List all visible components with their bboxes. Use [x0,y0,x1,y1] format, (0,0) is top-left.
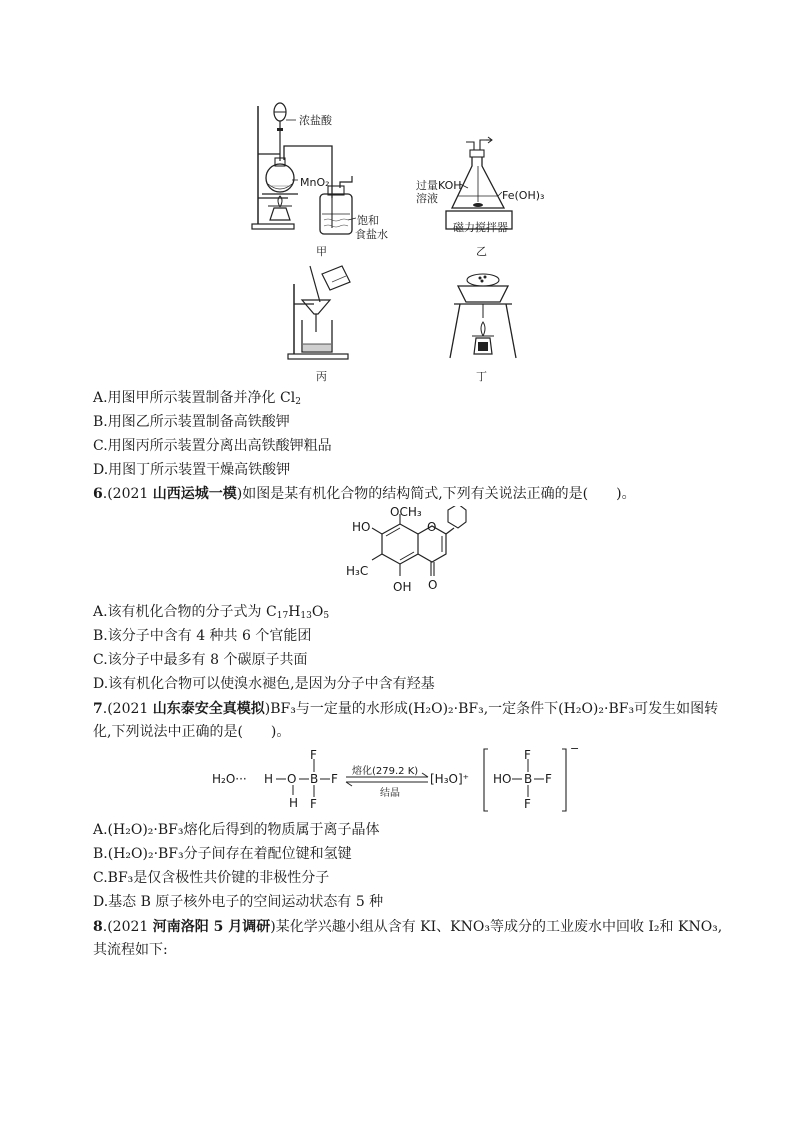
caption-yi: 乙 [476,245,487,258]
label-mno2: MnO₂ [300,176,330,189]
q6-label-ring-o: O [427,520,437,534]
q6-label-ho: HO [352,520,371,534]
q6-option-d: D.该有机化合物可以使溴水褪色,是因为分子中含有羟基 [93,676,435,692]
q7-ho: HO [493,772,512,786]
label-magnetic-stirrer: 磁力搅拌器 [453,221,508,234]
q7-option-d: D.基态 B 原子核外电子的空间运动状态有 5 种 [93,894,384,910]
q5-option-d: D.用图丁所示装置干燥高铁酸钾 [93,462,291,478]
q7-h-bottom: H [289,796,299,810]
label-saturated-2: 食盐水 [355,228,388,241]
apparatus-bing-figure [284,262,364,362]
q7-option-b: B.(H₂O)₂·BF₃分子间存在着配位键和氢键 [93,846,352,862]
q7-arrow-bottom-label: 结晶 [380,788,400,799]
q6-label-och3: OCH₃ [390,505,422,519]
q7-stem-line-2: 化,下列说法中正确的是( )。 [93,724,291,740]
q7-f-right: F [331,772,338,786]
q5-option-a: A.用图甲所示装置制备并净化 $Cl_2$ [93,390,301,407]
q7-h2o: H₂O··· [212,772,247,786]
q6-stem: 6.(2021 山西运城一模)如图是某有机化合物的结构简式,下列有关说法正确的是( )。 [93,486,636,502]
q6-option-b: B.该分子中含有 4 种共 6 个官能团 [93,628,312,644]
q7-f2-top: F [524,748,531,762]
q7-f-bottom: F [310,797,317,811]
q6-label-h3c: H₃C [346,564,369,578]
q7-arrow-top-label: 熔化(279.2 K) [352,766,419,777]
q7-b: B [310,772,319,786]
q7-f-top: F [310,748,317,762]
q6-label-carbonyl-o: O [428,578,438,592]
label-feoh3: Fe(OH)₃ [502,189,545,202]
q7-option-a: A.(H₂O)₂·BF₃熔化后得到的物质属于离子晶体 [93,822,380,838]
label-excess-koh-1: 过量KOH [416,179,462,192]
q6-option-a: A.该有机化合物的分子式为 $C_{17}H_{13}O_5$ [93,604,330,621]
q5-option-c: C.用图丙所示装置分离出高铁酸钾粗品 [93,438,332,454]
q7-f2-right: F [545,772,552,786]
q5-option-b: B.用图乙所示装置制备高铁酸钾 [93,414,290,430]
q6-label-oh: OH [393,580,412,594]
q8-stem-line-2: 其流程如下: [93,942,168,958]
q8-stem-line-1: 8.(2021 河南洛阳 5 月调研)某化学兴趣小组从含有 KI、KNO₃等成分的工业废水中回收 I₂和 KNO₃, [93,919,723,935]
caption-bing: 丙 [316,370,327,383]
label-concentrated-hcl: 浓盐酸 [299,114,332,127]
q7-charge: − [570,742,580,755]
q7-b2: B [524,772,533,786]
q7-option-c: C.BF₃是仅含极性共价键的非极性分子 [93,870,330,886]
q6-option-c: C.该分子中最多有 8 个碳原子共面 [93,652,308,668]
q7-f2-bottom: F [524,797,531,811]
q7-stem-line-1: 7.(2021 山东泰安全真模拟)BF₃与一定量的水形成(H₂O)₂·BF₃,一定条件下(H₂O)₂·BF₃可发生如图转 [93,701,719,717]
q7-h3o: [H₃O]⁺ [430,772,469,786]
q7-h-left: H [264,772,274,786]
label-saturated-1: 饱和 [357,214,379,227]
q7-o-left: O [287,772,297,786]
apparatus-ding-figure [444,262,524,362]
caption-ding: 丁 [476,370,487,383]
label-excess-koh-2: 溶液 [416,192,438,205]
caption-jia: 甲 [316,245,327,258]
